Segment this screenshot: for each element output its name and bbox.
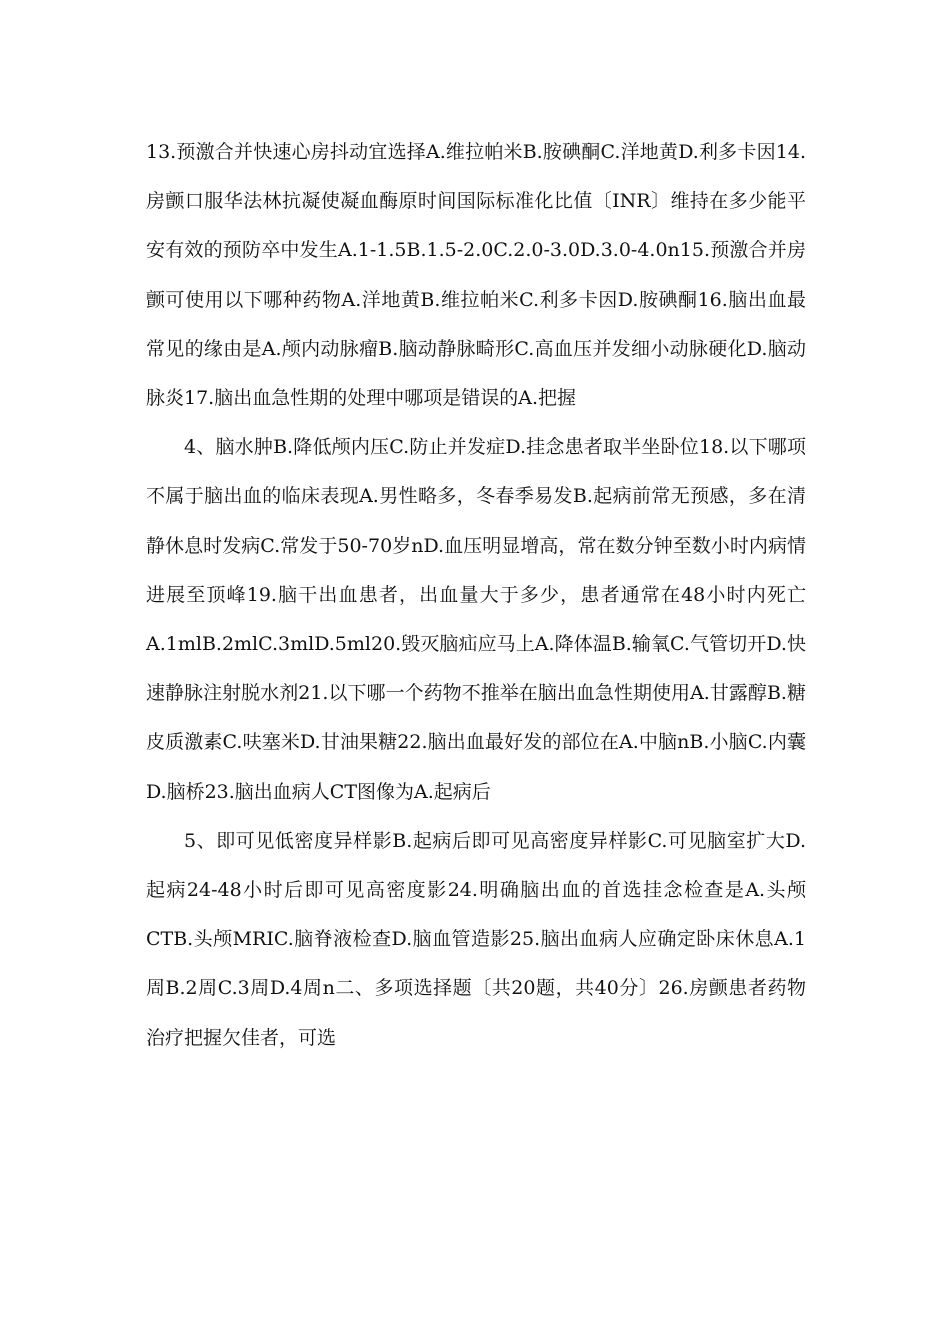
paragraph-questions-17-23: 4、脑水肿B.降低颅内压C.防止并发症D.挂念患者取半坐卧位18.以下哪项不属于脑出血的临床表现A.男性略多，冬春季易发B.起病前常无预感，多在清静休息时发病C.常发于50-70岁nD.血压明显增高，常在数分钟至数小时内病情进展至顶峰19.脑干出血患者，出血量大于多少，患者通常在48小时内死亡A.1mlB.2mlC.3mlD.5ml20.毁灭脑疝应马上A.降体温B.输氧C.气管切开D.快速静脉注射脱水剂21.以下哪一个药物不推举在脑出血急性期使用A.甘露醇B.糖皮质激素C.呋塞米D.甘油果糖22.脑出血最好发的部位在A.中脑nB.小脑C.内囊D.脑桥23.脑出血病人CT图像为A.起病后 [146,436,806,803]
paragraph-questions-23-26: 5、即可见低密度异样影B.起病后即可见高密度异样影C.可见脑室扩大D.起病24-48小时后即可见高密度影24.明确脑出血的首选挂念检查是A.头颅CTB.头颅MRIC.脑脊液检查D.脑血管造影25.脑出血病人应确定卧床休息A.1周B.2周C.3周D.4周n二、多项选择题〔共20题，共40分〕26.房颤患者药物治疗把握欠佳者，可选 [146,829,806,1049]
paragraph-questions-13-17: 13.预激合并快速心房抖动宜选择A.维拉帕米B.胺碘酮C.洋地黄D.利多卡因14.房颤口服华法林抗凝使凝血酶原时间国际标准化比值〔INR〕维持在多少能平安有效的预防卒中发生A.1-1.5B.1.5-2.0C.2.0-3.0D.3.0-4.0n15.预激合并房颤可使用以下哪种药物A.洋地黄B.维拉帕米C.利多卡因D.胺碘酮16.脑出血最常见的缘由是A.颅内动脉瘤B.脑动静脉畸形C.高血压并发细小动脉硬化D.脑动脉炎17.脑出血急性期的处理中哪项是错误的A.把握 [146,141,806,410]
document-body [146,128,806,1063]
